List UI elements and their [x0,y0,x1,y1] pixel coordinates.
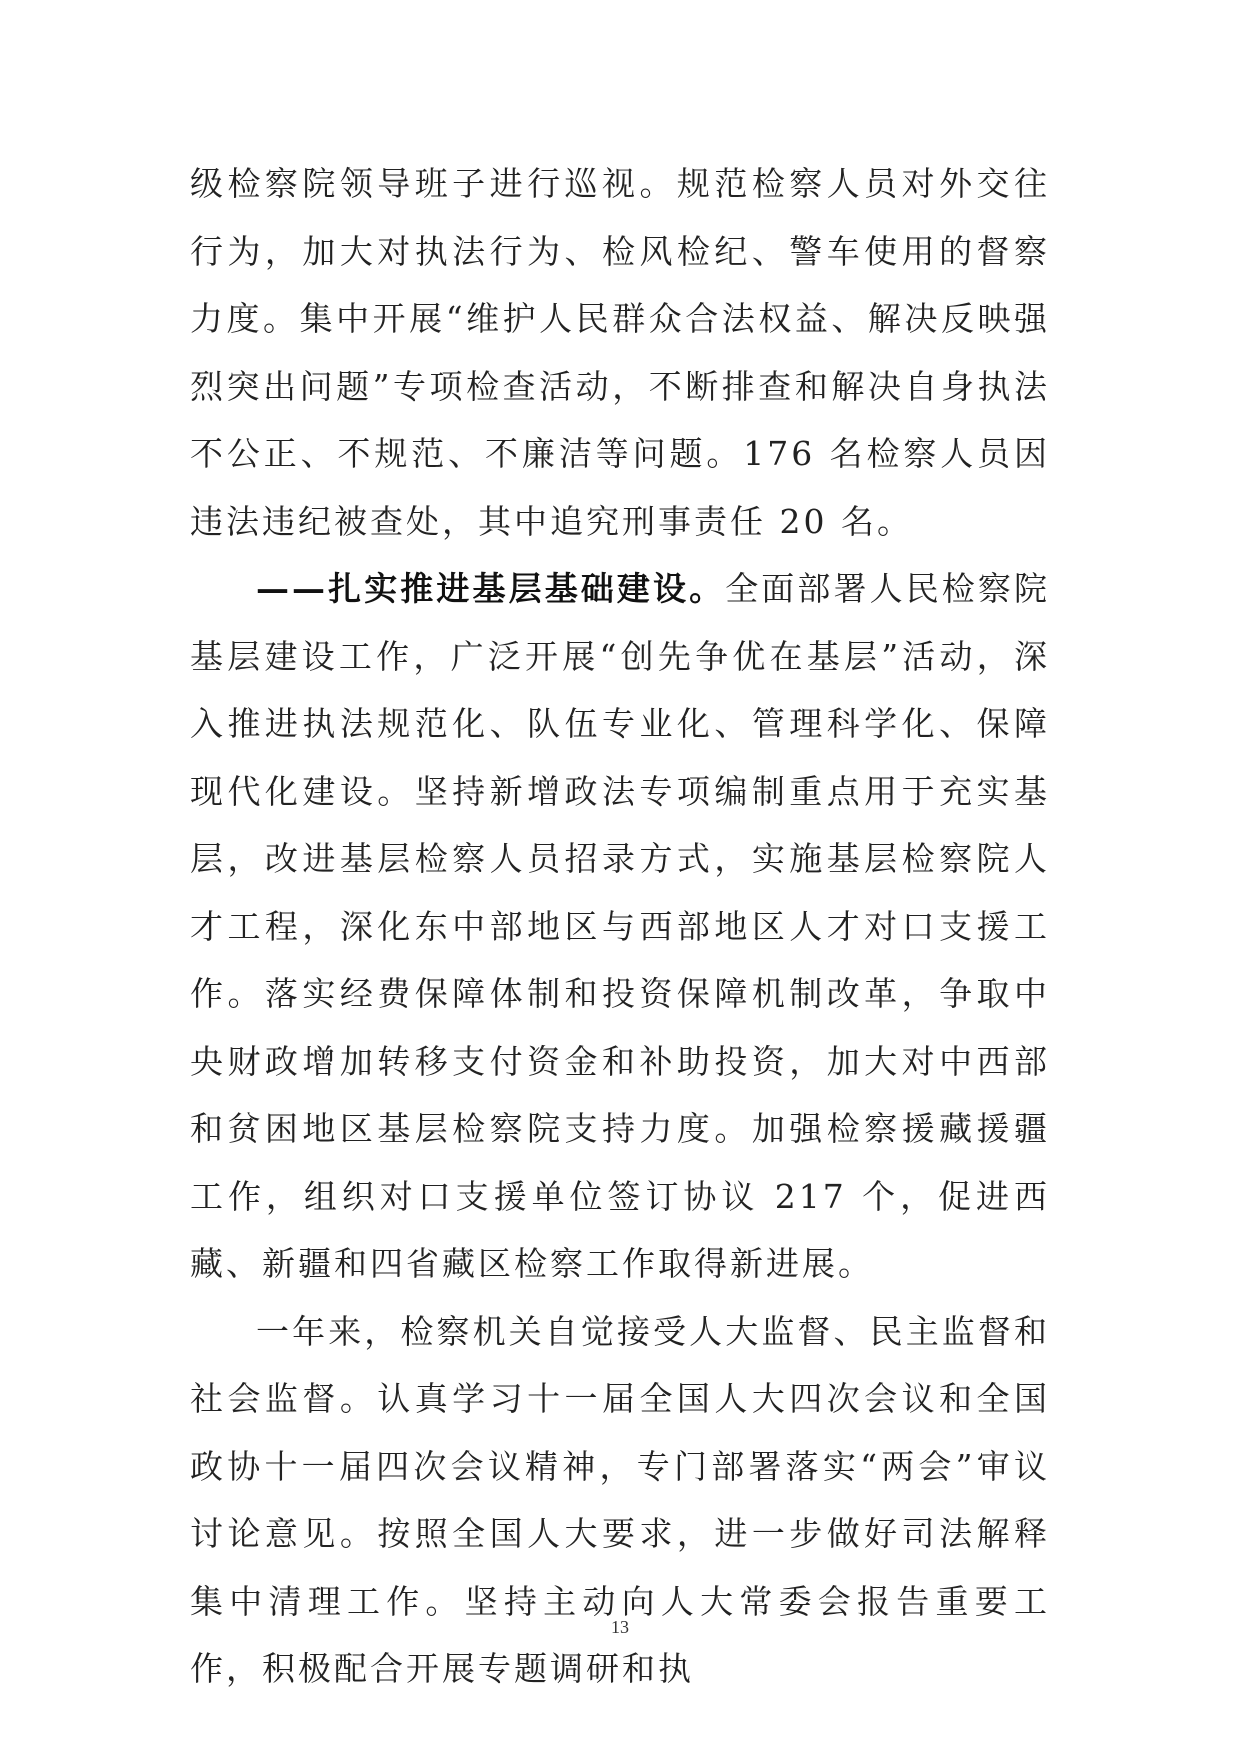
paragraph-heading: ——扎实推进基层基础建设。 [256,569,726,608]
paragraph-continuation [190,150,1050,555]
paragraph-grassroots-construction [190,555,1050,1298]
paragraph-supervision [190,1298,1050,1703]
paragraph-text: 全面部署人民检察院基层建设工作，广泛开展“创先争优在基层”活动，深入推进执法规范化、队伍专业化、管理科学化、保障现代化建设。坚持新增政法专项编制重点用于充实基层，改进基层检察人员招录方式，实施基层检察院人才工程，深化东中部地区与西部地区人才对口支援工作。落实经费保障体制和投资保障机制改革，争取中央财政增加转移支付资金和补助投资，加大对中西部和贫困地区基层检察院支持力度。加强检察援藏援疆工作，组织对口支援单位签订协议 217 个，促进西藏、新疆和四省藏区检察工作取得新进展。 [190,569,1051,1283]
document-body [190,150,1050,1703]
page-number: 13 [611,1617,629,1637]
paragraph-text: 级检察院领导班子进行巡视。规范检察人员对外交往行为，加大对执法行为、检风检纪、警车使用的督察力度。集中开展“维护人民群众合法权益、解决反映强烈突出问题”专项检查活动，不断排查和解决自身执法不公正、不规范、不廉洁等问题。176 名检察人员因违法违纪被查处，其中追究刑事责任 20 名。 [190,164,1050,541]
paragraph-text: 一年来，检察机关自觉接受人大监督、民主监督和社会监督。认真学习十一届全国人大四次会议和全国政协十一届四次会议精神，专门部署落实“两会”审议讨论意见。按照全国人大要求，进一步做好司法解释集中清理工作。坚持主动向人大常委会报告重要工作，积极配合开展专题调研和执 [190,1311,1050,1688]
